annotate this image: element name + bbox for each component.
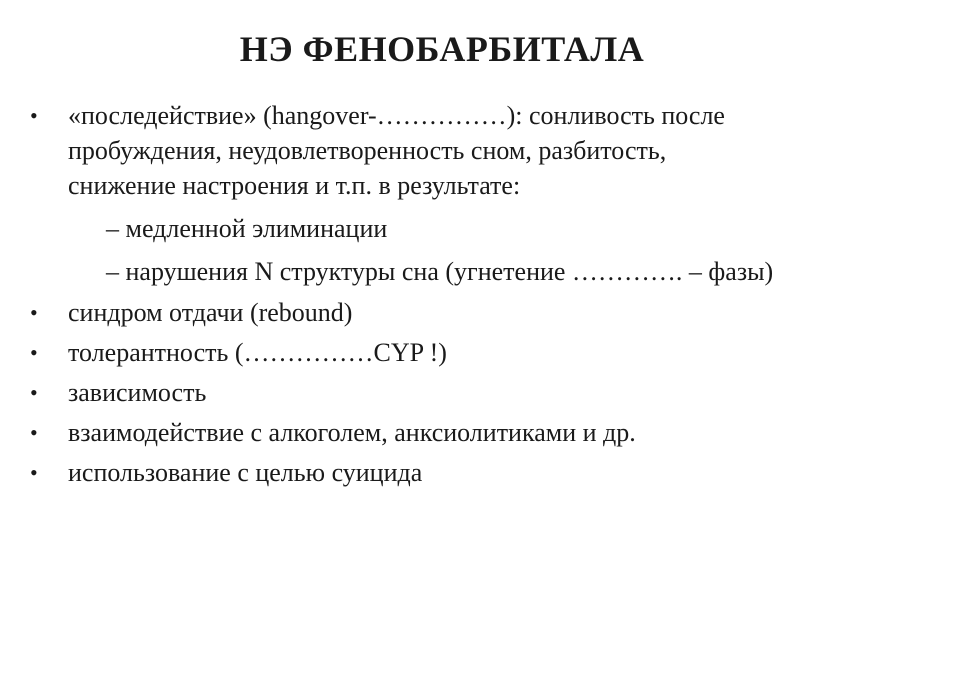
slide-title: НЭ ФЕНОБАРБИТАЛА xyxy=(239,29,645,69)
list-item xyxy=(28,415,928,450)
list-item-text: взаимодействие с алкоголем, анксиолитиками и др. xyxy=(68,418,636,447)
list-item xyxy=(28,295,928,330)
bullet-icon: • xyxy=(30,460,38,485)
list-item-line: пробуждения, неудовлетворенность сном, разбитость, xyxy=(68,136,667,165)
list-item-text: использование с целью суицида xyxy=(68,458,423,487)
list-item xyxy=(28,455,928,490)
list-item-text: синдром отдачи (rebound) xyxy=(68,298,353,327)
list-item xyxy=(28,335,928,370)
list-item-text: толерантность (……………CYP !) xyxy=(68,338,447,367)
list-item-text: зависимость xyxy=(68,378,207,407)
list-item-line: снижение настроения и т.п. в результате: xyxy=(68,171,521,200)
list-item xyxy=(28,98,928,203)
bullet-icon: • xyxy=(30,340,38,365)
bullet-icon: • xyxy=(30,103,38,128)
sub-list xyxy=(28,211,928,289)
bullet-icon: • xyxy=(30,300,38,325)
list-item-line: «последействие» (hangover-……………): сонливость после xyxy=(68,101,725,130)
sub-item: – медленной элиминации xyxy=(106,214,388,243)
sub-item: – нарушения N структуры сна (угнетение …………. – фазы) xyxy=(106,257,774,286)
bullet-icon: • xyxy=(30,420,38,445)
bullet-list xyxy=(28,98,928,490)
list-item xyxy=(28,375,928,410)
bullet-icon: • xyxy=(30,380,38,405)
